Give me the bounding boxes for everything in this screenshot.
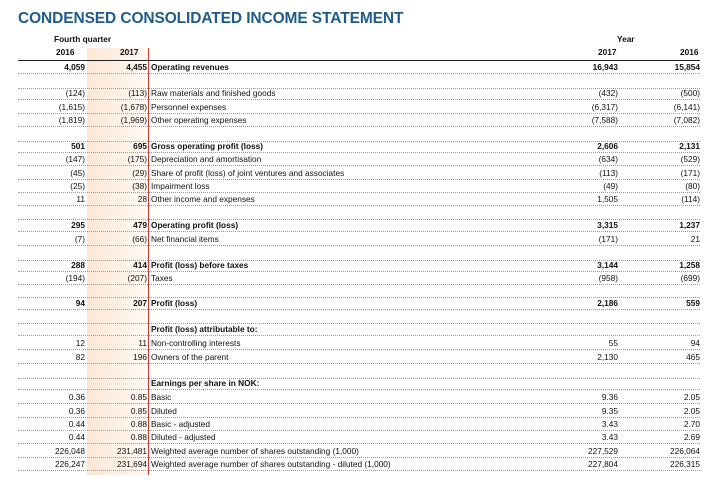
q4-2017-value: 4,455 [126, 62, 147, 72]
line-item-label: Basic - adjusted [151, 419, 211, 429]
line-item-label: Profit (loss) before taxes [151, 260, 249, 270]
q4-2017-value: (29) [132, 168, 147, 178]
line-item-label: Profit (loss) attributable to: [151, 324, 258, 334]
line-item-label: Impairment loss [151, 181, 210, 191]
year-2016-value: (699) [680, 273, 700, 283]
q4-2016-value: (25) [70, 181, 85, 191]
q4-2016-value: 226,048 [55, 446, 85, 456]
year-2016-value: 226,064 [670, 446, 700, 456]
year-2016-value: 2.69 [683, 432, 700, 442]
q4-2016-value: 4,059 [64, 62, 85, 72]
q4-2016-value: (1,615) [58, 102, 85, 112]
year-2017-value: 227,804 [588, 459, 618, 469]
year-2017-value: (171) [598, 234, 618, 244]
line-item-label: Net financial items [151, 234, 219, 244]
q-2017-header: 2017 [120, 47, 139, 57]
line-item-label: Taxes [151, 273, 173, 283]
year-2017-value: 227,529 [588, 446, 618, 456]
q4-2016-value: 501 [71, 141, 85, 151]
q4-2017-value: 11 [138, 338, 147, 348]
year-2017-value: 1,505 [597, 194, 618, 204]
line-item-label: Raw materials and finished goods [151, 88, 276, 98]
q4-2016-value: (147) [65, 154, 85, 164]
q4-2016-value: 12 [75, 338, 85, 348]
line-item-label: Profit (loss) [151, 298, 198, 308]
year-2017-value: (49) [603, 181, 618, 191]
table-row [18, 114, 700, 127]
line-item-label: Weighted average number of shares outstanding (1,000) [151, 446, 359, 456]
line-item-label: Earnings per share in NOK: [151, 378, 260, 388]
q4-2017-value: 231,694 [117, 459, 147, 469]
year-2017-value: (432) [598, 88, 618, 98]
year-2016-value: 21 [690, 234, 700, 244]
year-2017-value: (113) [599, 168, 618, 178]
line-item-label: Diluted - adjusted [151, 432, 216, 442]
q4-2017-value: 0.85 [130, 392, 147, 402]
table-row [18, 297, 700, 310]
year-2016-value: 2.70 [683, 419, 700, 429]
table-row [18, 193, 700, 206]
y-2016-header: 2016 [680, 47, 699, 57]
q4-2017-value: (1,678) [120, 102, 147, 112]
year-2016-value: 559 [686, 298, 700, 308]
line-item-label: Operating revenues [151, 62, 229, 72]
q4-2016-value: 0.36 [68, 392, 85, 402]
q4-2017-value: 479 [133, 220, 147, 230]
q4-2017-value: 695 [133, 141, 147, 151]
line-item-label: Diluted [151, 406, 177, 416]
q-2016-header: 2016 [56, 47, 75, 57]
q4-2017-value: (175) [127, 154, 147, 164]
table-row [18, 87, 700, 100]
q4-2017-value: 207 [133, 298, 147, 308]
year-2017-value: 2,130 [597, 352, 618, 362]
q4-2016-value: 11 [76, 194, 85, 204]
year-2016-value: (80) [685, 181, 700, 191]
q4-2016-value: 82 [75, 352, 85, 362]
q4-2017-value: (207) [127, 273, 147, 283]
y-2017-header: 2017 [598, 47, 617, 57]
year-2016-value: 15,854 [674, 62, 700, 72]
table-row [18, 431, 700, 444]
line-item-label: Share of profit (loss) of joint ventures and associates [151, 168, 345, 178]
year-2017-value: 3.43 [601, 419, 618, 429]
line-item-label: Personnel expenses [151, 102, 227, 112]
year-2017-value: 3,144 [597, 260, 618, 270]
year-2017-value: (7,588) [591, 115, 618, 125]
year-2017-value: 16,943 [592, 62, 618, 72]
year-2016-value: 2,131 [679, 141, 700, 151]
q4-2016-value: 94 [75, 298, 85, 308]
q4-2016-value: 0.44 [68, 432, 85, 442]
line-item-label: Weighted average number of shares outstanding - diluted (1,000) [151, 459, 391, 469]
table-row [18, 219, 700, 232]
line-item-label: Owners of the parent [151, 352, 229, 362]
line-item-label: Non-controlling interests [151, 338, 241, 348]
year-2017-value: 9.36 [601, 392, 618, 402]
q4-2016-value: 226,247 [55, 459, 85, 469]
year-2016-value: 94 [690, 338, 700, 348]
q4-2017-value: (113) [128, 88, 147, 98]
line-item-label: Basic [151, 392, 172, 402]
q4-2016-value: (124) [65, 88, 85, 98]
q4-2016-value: (194) [65, 273, 85, 283]
q4-2017-value: (1,969) [120, 115, 147, 125]
year-2016-value: (500) [680, 88, 700, 98]
q4-2017-value: 414 [133, 260, 147, 270]
table-row [18, 445, 700, 458]
year-2017-value: (634) [598, 154, 618, 164]
page-title: CONDENSED CONSOLIDATED INCOME STATEMENT [18, 10, 404, 27]
year-2017-value: (958) [598, 273, 618, 283]
year-2016-value: 465 [686, 352, 700, 362]
year-2017-value: 55 [608, 338, 618, 348]
table-row [18, 337, 700, 350]
q4-2016-value: 0.36 [68, 406, 85, 416]
year-2016-value: (7,082) [673, 115, 700, 125]
q4-2016-value: 288 [71, 260, 85, 270]
q4-2017-value: 196 [133, 352, 147, 362]
table-row [18, 101, 700, 114]
year-2016-value: 1,258 [679, 260, 700, 270]
table-row [18, 259, 700, 272]
q4-2016-value: 295 [71, 220, 85, 230]
fourth-quarter-header: Fourth quarter [54, 34, 112, 44]
year-2017-value: 2,186 [597, 298, 618, 308]
year-2016-value: (114) [681, 194, 700, 204]
q4-2016-value: 0.44 [68, 419, 85, 429]
year-2016-value: 226,315 [670, 459, 700, 469]
q4-2017-value: 0.85 [130, 406, 147, 416]
year-2016-value: (6,141) [673, 102, 700, 112]
table-row [18, 418, 700, 431]
line-item-label: Other income and expenses [151, 194, 255, 204]
q4-2017-value: (66) [132, 234, 147, 244]
table-row [18, 61, 700, 74]
q4-2017-value: 0.88 [130, 419, 147, 429]
year-header: Year [617, 34, 635, 44]
table-row [18, 153, 700, 166]
line-item-label: Other operating expenses [151, 115, 247, 125]
q4-2016-value: (1,819) [58, 115, 85, 125]
year-2017-value: (6,317) [591, 102, 618, 112]
q4-2017-value: (38) [132, 181, 147, 191]
year-2017-value: 3,315 [597, 220, 618, 230]
table-row [18, 180, 700, 193]
table-row [18, 351, 700, 364]
table-row [18, 167, 700, 180]
q4-2017-value: 0.88 [130, 432, 147, 442]
year-2017-value: 3.43 [601, 432, 618, 442]
table-row [18, 233, 700, 246]
line-item-label: Operating profit (loss) [151, 220, 239, 230]
q4-2016-value: (7) [74, 234, 85, 244]
q4-2017-value: 28 [137, 194, 147, 204]
table-row [18, 391, 700, 404]
year-2016-value: (171) [680, 168, 700, 178]
q4-2017-value: 231,481 [117, 446, 147, 456]
year-2017-value: 2,606 [597, 141, 618, 151]
table-row [18, 458, 700, 471]
table-row [18, 272, 700, 285]
year-2016-value: (529) [680, 154, 700, 164]
year-2016-value: 2.05 [683, 392, 700, 402]
year-2017-value: 9.35 [601, 406, 618, 416]
table-row [18, 140, 700, 153]
q4-2016-value: (45) [70, 168, 85, 178]
table-row [18, 323, 700, 336]
year-2016-value: 2.05 [683, 406, 700, 416]
line-item-label: Depreciation and amortisation [151, 154, 262, 164]
year-2016-value: 1,237 [679, 220, 700, 230]
table-row [18, 377, 700, 390]
table-row [18, 405, 700, 418]
line-item-label: Gross operating profit (loss) [151, 141, 264, 151]
